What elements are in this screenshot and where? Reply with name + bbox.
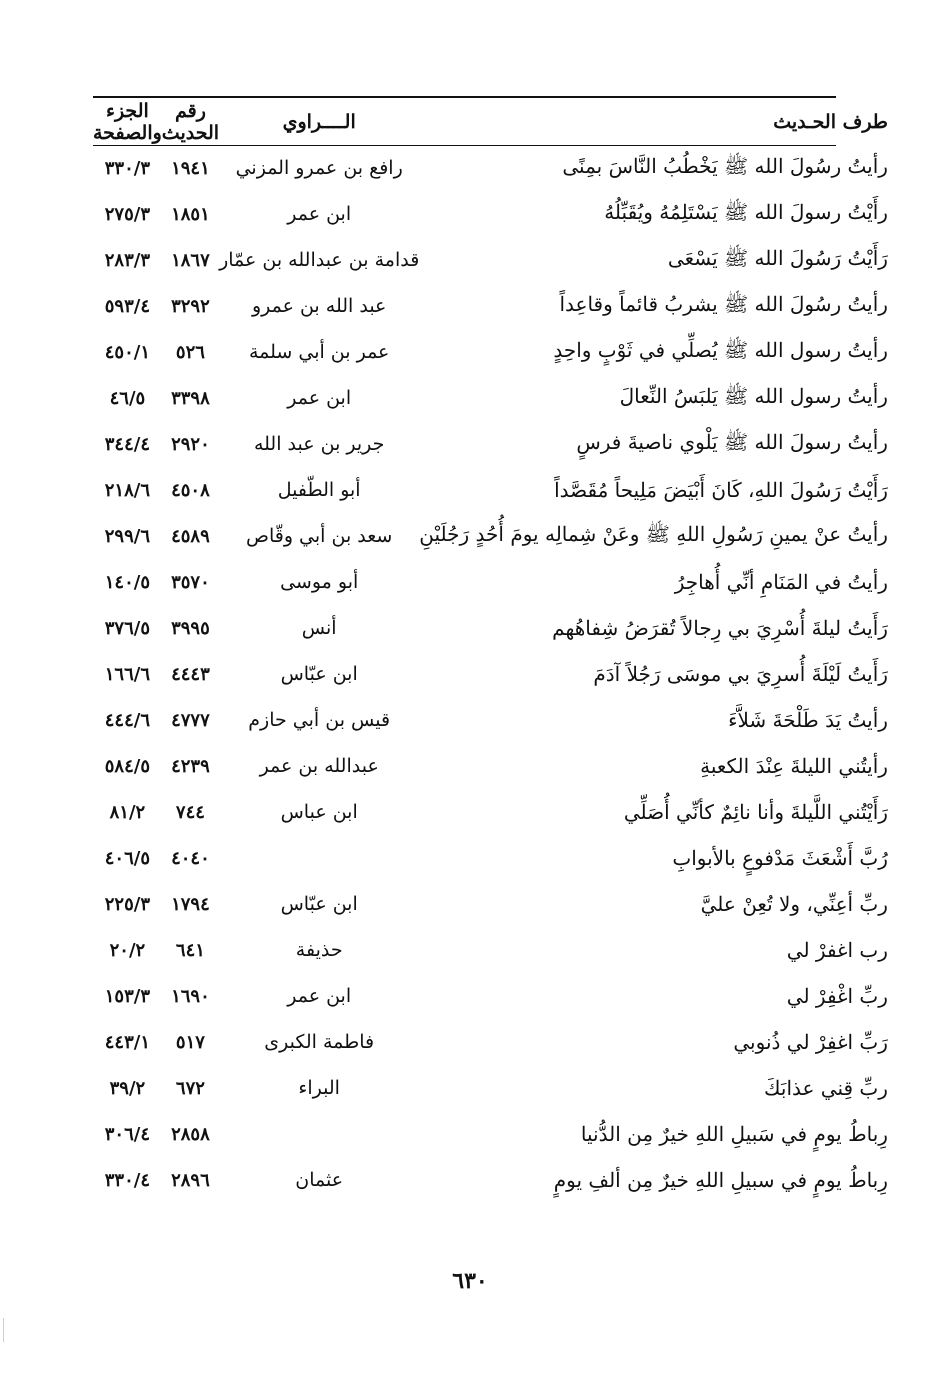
table-row bbox=[93, 743, 909, 789]
hadith-number: ٣٣٩٨ bbox=[171, 387, 210, 409]
table-row bbox=[93, 513, 909, 559]
narrator: عثمان bbox=[295, 1169, 344, 1191]
table-row bbox=[93, 421, 909, 467]
table-row bbox=[93, 605, 909, 651]
page-number: ٦٣٠ bbox=[452, 1268, 488, 1294]
part-page: ٣٩/٢ bbox=[109, 1077, 146, 1099]
hadith-number: ١٦٩٠ bbox=[171, 985, 210, 1007]
part-page: ٤٤٤/٦ bbox=[104, 709, 151, 731]
narrator: رافع بن عمرو المزني bbox=[235, 157, 403, 179]
hadith-number: ٦٧٢ bbox=[175, 1077, 205, 1099]
part-page: ١٦٦/٦ bbox=[104, 663, 151, 685]
part-page: ٤٦/٥ bbox=[109, 387, 146, 409]
narrator: ابن عمر bbox=[287, 203, 352, 225]
part-page: ٥٨٤/٥ bbox=[104, 755, 151, 777]
hadith-text: رأيتُ في المَنَامِ أنِّي أُهاجِرُ bbox=[674, 570, 888, 594]
hadith-text: رأيتُ عنْ يمينِ رَسُولِ اللهِ ﷺ وعَنْ شِمالِه يومَ أُحُدٍ رَجُلَيْنِ bbox=[419, 521, 888, 546]
hadith-number: ٤٧٧٧ bbox=[171, 709, 210, 731]
hadith-number: ١٩٤١ bbox=[171, 157, 210, 179]
hadith-number: ٣٥٧٠ bbox=[171, 571, 210, 593]
hadith-number: ٥١٧ bbox=[175, 1031, 205, 1053]
hadith-text: رأيتُ رسُولَ الله ﷺ يشربُ قائماً وقاعِداً bbox=[559, 291, 888, 316]
hadith-number: ١٧٩٤ bbox=[171, 893, 210, 915]
hadith-text: رأيتُ رسُولَ الله ﷺ يَخْطُبُ النَّاسَ بمِنًى bbox=[562, 153, 888, 178]
hadith-number: ٧٤٤ bbox=[175, 801, 205, 823]
narrator bbox=[219, 1111, 419, 1157]
header-row bbox=[93, 98, 909, 145]
narrator: ابن عبّاس bbox=[280, 663, 358, 685]
narrator: البراء bbox=[298, 1077, 340, 1099]
narrator: حذيفة bbox=[295, 939, 343, 961]
hadith-number: ٢٩٢٠ bbox=[171, 433, 210, 455]
part-page: ٣٤٤/٤ bbox=[104, 433, 151, 455]
hadith-number: ١٨٦٧ bbox=[171, 249, 210, 271]
part-page: ٢٢٥/٣ bbox=[104, 893, 151, 915]
part-page: ٢٠/٢ bbox=[109, 939, 146, 961]
part-page: ٤٥٠/١ bbox=[104, 341, 151, 363]
part-page: ٢٩٩/٦ bbox=[104, 525, 151, 547]
narrator: عمر بن أبي سلمة bbox=[248, 341, 390, 363]
hadith-number: ٤٤٤٣ bbox=[171, 663, 210, 685]
table-body bbox=[93, 145, 909, 1203]
hadith-text: رِباطُ يومٍ في سَبيلِ اللهِ خيرٌ مِن الدُّنيا bbox=[580, 1122, 888, 1146]
hadith-text: رَأَيْتُني اللَّيلةَ وأنا نائِمٌ كأنِّي أُصَلِّي bbox=[623, 800, 888, 824]
hadith-text: رأيتُ رسول الله ﷺ يُصلِّي في ثَوْبٍ واحِدٍ bbox=[553, 337, 888, 362]
hadith-text: رأيتُ رسول الله ﷺ يَلبَسُ النِّعالَ bbox=[619, 383, 888, 408]
hadith-number: ٢٨٩٦ bbox=[171, 1169, 210, 1191]
table-row bbox=[93, 789, 909, 835]
narrator: قدامة بن عبدالله بن عمّار bbox=[219, 249, 420, 271]
table-row bbox=[93, 835, 909, 881]
header-number: رقم الحديث bbox=[161, 99, 220, 144]
hadith-number: ٦٤١ bbox=[175, 939, 205, 961]
narrator: قيس بن أبي حازم bbox=[248, 709, 391, 731]
table-row bbox=[93, 329, 909, 375]
narrator: سعد بن أبي وقّاص bbox=[246, 525, 393, 547]
hadith-text: ربِّ اغْفِرْ لي bbox=[786, 984, 888, 1008]
narrator: ابن عمر bbox=[287, 387, 352, 409]
hadith-number: ٥٢٦ bbox=[175, 341, 205, 363]
hadith-number: ٣٩٩٥ bbox=[171, 617, 210, 639]
part-page: ٣٧٦/٥ bbox=[104, 617, 151, 639]
table-row bbox=[93, 881, 909, 927]
hadith-text: رِباطُ يومٍ في سبيلِ اللهِ خيرٌ مِن ألفِ يومٍ bbox=[553, 1168, 888, 1192]
hadith-text: ربِّ أعِنِّي، ولا تُعِنْ عليَّ bbox=[700, 892, 888, 916]
part-page: ١٤٠/٥ bbox=[104, 571, 151, 593]
part-page: ٢١٨/٦ bbox=[104, 479, 151, 501]
table-row bbox=[93, 1157, 909, 1203]
header-part-page: الجزء والصفحة bbox=[93, 99, 162, 144]
table-row bbox=[93, 697, 909, 743]
part-page: ١٥٣/٣ bbox=[104, 985, 151, 1007]
table-row bbox=[93, 467, 909, 513]
hadith-index-table bbox=[93, 98, 909, 1203]
narrator: فاطمة الكبرى bbox=[264, 1031, 375, 1053]
narrator: ابن عبّاس bbox=[280, 893, 358, 915]
hadith-text: رأَيْتُ رسولَ الله ﷺ يَسْتَلِمُهُ ويُقَبِّلُهُ bbox=[604, 199, 888, 224]
hadith-text: ربِّ قِني عذابَكَ bbox=[764, 1076, 888, 1100]
table-row bbox=[93, 237, 909, 283]
part-page: ٤٠٦/٥ bbox=[104, 847, 151, 869]
hadith-text: رَأَيْتُ رَسُولَ الله ﷺ يَسْعَى bbox=[667, 245, 888, 270]
hadith-number: ٤٥٠٨ bbox=[171, 479, 210, 501]
hadith-text: رُبَّ أَشْعَثَ مَدْفوعٍ بالأبوابِ bbox=[672, 846, 888, 870]
narrator: جرير بن عبد الله bbox=[253, 433, 385, 455]
part-page: ٨١/٢ bbox=[109, 801, 146, 823]
part-page: ٥٩٣/٤ bbox=[104, 295, 151, 317]
hadith-text: رَأَيْتُ رَسُولَ اللهِ، كَانَ أَبْيَضَ مَلِيحاً مُقَصَّداً bbox=[554, 478, 888, 502]
table-row bbox=[93, 927, 909, 973]
header-narrator: الــــراوي bbox=[282, 110, 356, 133]
hadith-number: ٤٥٨٩ bbox=[171, 525, 210, 547]
header-hadith: طرف الحـديث bbox=[773, 110, 888, 133]
part-page: ٣٠٦/٤ bbox=[104, 1123, 151, 1145]
part-page: ٢٧٥/٣ bbox=[104, 203, 151, 225]
hadith-text: رأيتُ رسولَ الله ﷺ يَلْوي ناصيةَ فرسٍ bbox=[576, 429, 888, 454]
narrator: أبو موسى bbox=[280, 571, 359, 593]
hadith-text: رأيتُ يَدَ طَلْحَةَ شَلاَّءَ bbox=[728, 708, 888, 732]
narrator: ابن عباس bbox=[280, 801, 358, 823]
hadith-number: ٢٨٥٨ bbox=[171, 1123, 210, 1145]
table-row bbox=[93, 1019, 909, 1065]
part-page: ٤٤٣/١ bbox=[104, 1031, 151, 1053]
part-page: ٢٨٣/٣ bbox=[104, 249, 151, 271]
narrator: ابن عمر bbox=[287, 985, 352, 1007]
hadith-text: رَبِّ اغفِرْ لي ذُنوبي bbox=[733, 1030, 888, 1054]
table-row bbox=[93, 375, 909, 421]
narrator: عبد الله بن عمرو bbox=[251, 295, 387, 317]
hadith-text: رَأَيتُ ليلةَ أُسْرِيَ بي رِجالاً تُقرَضُ شِفاهُهم bbox=[552, 616, 888, 640]
table-row bbox=[93, 283, 909, 329]
scan-edge-mark bbox=[3, 1318, 4, 1342]
narrator: أبو الطّفيل bbox=[277, 479, 361, 501]
hadith-number: ١٨٥١ bbox=[171, 203, 210, 225]
part-page: ٣٣٠/٤ bbox=[104, 1169, 151, 1191]
hadith-text: رَأَيتُ لَيْلَةَ أُسرِيَ بي موسَى رَجُلاً آدَمَ bbox=[593, 662, 888, 686]
hadith-number: ٤٢٣٩ bbox=[171, 755, 210, 777]
narrator bbox=[219, 835, 419, 881]
hadith-number: ٣٢٩٢ bbox=[171, 295, 210, 317]
table-row bbox=[93, 1065, 909, 1111]
narrator: أنس bbox=[301, 617, 337, 639]
table-row bbox=[93, 191, 909, 237]
table-row bbox=[93, 1111, 909, 1157]
table-row bbox=[93, 973, 909, 1019]
hadith-text: رب اغفرْ لي bbox=[786, 938, 888, 962]
table-row bbox=[93, 651, 909, 697]
table-row bbox=[93, 145, 909, 191]
table-row bbox=[93, 559, 909, 605]
hadith-number: ٤٠٤٠ bbox=[171, 847, 210, 869]
narrator: عبدالله بن عمر bbox=[259, 755, 379, 777]
part-page: ٣٣٠/٣ bbox=[104, 157, 151, 179]
hadith-text: رأيتُني الليلةَ عِنْدَ الكعبةِ bbox=[700, 754, 888, 778]
